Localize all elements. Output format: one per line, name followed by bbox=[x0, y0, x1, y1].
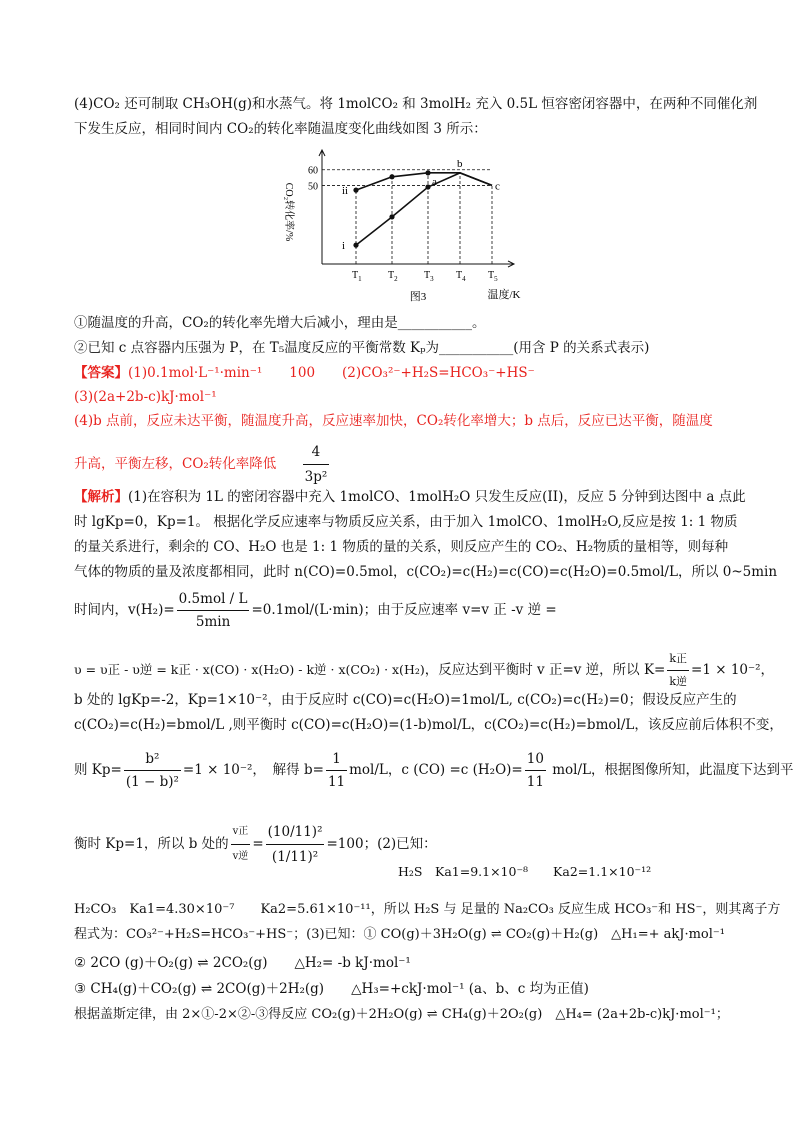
x-axis-label: 温度/K bbox=[487, 289, 521, 301]
analysis-line-2: 时 lgKp=0，Kp=1。 根据化学反应速率与物质反应关系，由于加入 1molCO、1molH₂O,反应是按 1: 1 物质 bbox=[74, 514, 738, 530]
kp-den: (1 − b)² bbox=[125, 774, 179, 790]
rate-den: 5min bbox=[195, 614, 231, 630]
analysis-line-11: H₂S Ka1=9.1×10⁻⁸ Ka2=1.1×10⁻¹² bbox=[398, 864, 652, 879]
kp-num: b² bbox=[124, 748, 181, 771]
co2-conversion-chart bbox=[270, 142, 540, 312]
point-i-1 bbox=[389, 214, 394, 219]
analysis-line-1 bbox=[74, 487, 746, 507]
point-label-b: b bbox=[457, 157, 463, 170]
point-i-0 bbox=[353, 243, 358, 248]
analysis-text-9h: mol/L，根据图像所知，此温度下达到平 bbox=[547, 762, 794, 778]
answer-line-3: (4)b 点前，反应未达平衡，随温度升高，反应速率加快，CO₂转化率增大；b 点后，反应已达平衡，随温度 bbox=[74, 413, 713, 429]
kp-fraction bbox=[124, 748, 181, 793]
answer-line-1 bbox=[74, 363, 726, 383]
analysis-line-15: ③ CH₄(g)＋CO₂(g) ⇌ 2CO(g)＋2H₂(g) △H₃=+ckJ·mol⁻¹ (a、b、c 均为正值) bbox=[74, 981, 589, 997]
series-line-ii bbox=[356, 173, 492, 190]
analysis-line-16: 根据盖斯定律，由 2×①-2×②-③得反应 CO₂(g)＋2H₂O(g) ⇌ CH₄(g)＋2O₂(g) △H₄= (2a+2b-c)kJ·mol⁻¹； bbox=[74, 1007, 729, 1022]
analysis-text-6b: ，反应达到平衡时 v 正=v 逆，所以 K= bbox=[424, 662, 666, 678]
point-i-2 bbox=[425, 184, 430, 189]
b-fraction bbox=[326, 748, 347, 793]
answer-text-1: (1)0.1mol·L⁻¹·min⁻¹ 100 (2)CO₃²⁻+H₂S=HCO₃⁻+HS⁻ bbox=[128, 365, 535, 381]
question-line-1: (4)CO₂ 还可制取 CH₃OH(g)和水蒸气。将 1molCO₂ 和 3molH₂ 充入 0.5L 恒容密闭容器中，在两种不同催化剂 bbox=[74, 96, 758, 112]
analysis-text-9b: =1 × 10⁻²， 解得 b= bbox=[182, 762, 324, 778]
analysis-line-7: b 处的 lgKp=-2，Kp=1×10⁻²，由于反应时 c(CO)=c(H₂O)=1mol/L, c(CO₂)=c(H₂)=0；假设反应产生的 bbox=[74, 692, 737, 708]
analysis-line-5 bbox=[74, 588, 726, 633]
c-den: 11 bbox=[526, 774, 544, 790]
chart-title: 图3 bbox=[409, 291, 427, 303]
ratio-den: (1/11)² bbox=[271, 849, 319, 865]
x-tick-label-T4: $T_4$ bbox=[456, 270, 466, 283]
x-tick-label-T1: $T_1$ bbox=[352, 270, 362, 283]
analysis-line-13: 程式为：CO₃²⁻+H₂S=HCO₃⁻+HS⁻；(3)已知：① CO(g)＋3H₂O(g) ⇌ CO₂(g)＋H₂(g) △H₁=+ akJ·mol⁻¹ bbox=[74, 927, 725, 942]
analysis-line-9 bbox=[74, 748, 794, 793]
k-fraction bbox=[667, 648, 689, 693]
point-ii-2 bbox=[425, 170, 430, 175]
analysis-text-10a: 衡时 Kp=1，所以 b 处的 bbox=[74, 836, 229, 852]
y-tick-label-60: 60 bbox=[308, 165, 318, 177]
answer-fraction-den: 3p² bbox=[304, 469, 328, 485]
question-1: ①随温度的升高，CO₂的转化率先增大后减小，理由是___________。 bbox=[74, 315, 486, 331]
analysis-text-10b: =100；(2)已知： bbox=[326, 836, 437, 852]
k-num: k正 bbox=[667, 648, 689, 671]
analysis-line-10: 衡时 Kp=1，所以 b 处的 $\frac{\text{v正}}{\text{v逆}}$ = $\frac{\text{(10/11)²}}{\text{(1/11)²}}$ =100；(2)已知： bbox=[74, 820, 726, 869]
rate-fraction bbox=[177, 588, 250, 633]
answer-text-4: 升高，平衡左移，CO₂转化率降低 bbox=[74, 456, 277, 472]
series-line-i bbox=[356, 173, 492, 245]
analysis-line-8: c(CO₂)=c(H₂)=bmol/L ,则平衡时 c(CO)=c(H₂O)=(1-b)mol/L，c(CO₂)=c(H₂)=bmol/L，该反应前后体积不变， bbox=[74, 717, 783, 733]
analysis-line-14: ② 2CO (g)＋O₂(g) ⇌ 2CO₂(g) △H₂= -b kJ·mol⁻¹ bbox=[74, 955, 411, 971]
x-tick-label-T5: $T_5$ bbox=[488, 270, 498, 283]
v-ratio bbox=[231, 820, 251, 869]
y-axis-label: CO₂转化率/% bbox=[283, 182, 294, 242]
analysis-line-6 bbox=[74, 648, 775, 693]
x-tick-label-T3: $T_3$ bbox=[424, 270, 434, 283]
rate-equation: υ = υ正 - υ逆 = k正 · x(CO) · x(H₂O) - k逆 · x(CO₂) · x(H₂) bbox=[74, 662, 425, 677]
analysis-text-6c: =1 × 10⁻²， bbox=[691, 662, 775, 678]
k-den: k逆 bbox=[669, 675, 688, 688]
v-ratio-num: v正 bbox=[231, 820, 251, 845]
answer-tag: 【答案】 bbox=[74, 365, 128, 381]
analysis-text-9a: 则 Kp= bbox=[74, 762, 122, 778]
answer-line-2: (3)(2a+2b-c)kJ·mol⁻¹ bbox=[74, 389, 217, 405]
point-label-c: c bbox=[495, 180, 500, 193]
x-tick-label-T2: $T_2$ bbox=[388, 270, 398, 283]
analysis-text-1: (1)在容积为 1L 的密闭容器中充入 1molCO、1molH₂O 只发生反应(II)，反应 5 分钟到达图中 a 点此 bbox=[128, 489, 746, 505]
analysis-line-3: 的量关系进行，剩余的 CO、H₂O 也是 1: 1 物质的量的关系，则反应产生的 CO₂、H₂物质的量相等，则每种 bbox=[74, 539, 729, 555]
b-den: 11 bbox=[327, 774, 346, 790]
point-ii-1 bbox=[389, 174, 394, 179]
ratio-num: (10/11)² bbox=[266, 820, 325, 845]
analysis-text-9e: mol/L，c (CO) =c (H₂O)= bbox=[349, 762, 523, 778]
point-label-a: a bbox=[432, 176, 437, 188]
analysis-text-5b: =0.1mol/(L·min)；由于反应速率 v=v 正 -v 逆 = bbox=[251, 602, 557, 618]
y-tick-label-50: 50 bbox=[308, 181, 318, 193]
analysis-tag: 【解析】 bbox=[74, 489, 128, 505]
point-ii-0 bbox=[353, 188, 358, 193]
answer-fraction bbox=[303, 440, 330, 489]
c-num: 10 bbox=[525, 748, 546, 771]
question-2: ②已知 c 点容器内压强为 P，在 T₅温度反应的平衡常数 Kₚ为___________(用含 P 的关系式表示) bbox=[74, 340, 650, 356]
answer-line-4 bbox=[74, 440, 726, 489]
analysis-line-4: 气体的物质的量及浓度都相同，此时 n(CO)=0.5mol，c(CO₂)=c(H₂)=c(CO)=c(H₂O)=0.5mol/L，所以 0~5min bbox=[74, 564, 778, 580]
answer-fraction-num: 4 bbox=[303, 440, 330, 465]
analysis-text-5a: 时间内，v(H₂)= bbox=[74, 602, 175, 618]
rate-num: 0.5mol / L bbox=[177, 588, 250, 611]
v-ratio-den: v逆 bbox=[232, 851, 249, 862]
c-fraction bbox=[525, 748, 546, 793]
series-label-ii: ii bbox=[342, 185, 349, 198]
series-label-i: i bbox=[342, 240, 346, 253]
question-line-2: 下发生反应，相同时间内 CO₂的转化率随温度变化曲线如图 3 所示： bbox=[74, 121, 487, 137]
analysis-line-12: H₂CO₃ Ka1=4.30×10⁻⁷ Ka2=5.61×10⁻¹¹，所以 H₂S 与 足量的 Na₂CO₃ 反应生成 HCO₃⁻和 HS⁻，则其离子方 bbox=[74, 902, 781, 917]
b-num: 1 bbox=[326, 748, 347, 771]
ratio-fraction bbox=[266, 820, 325, 869]
